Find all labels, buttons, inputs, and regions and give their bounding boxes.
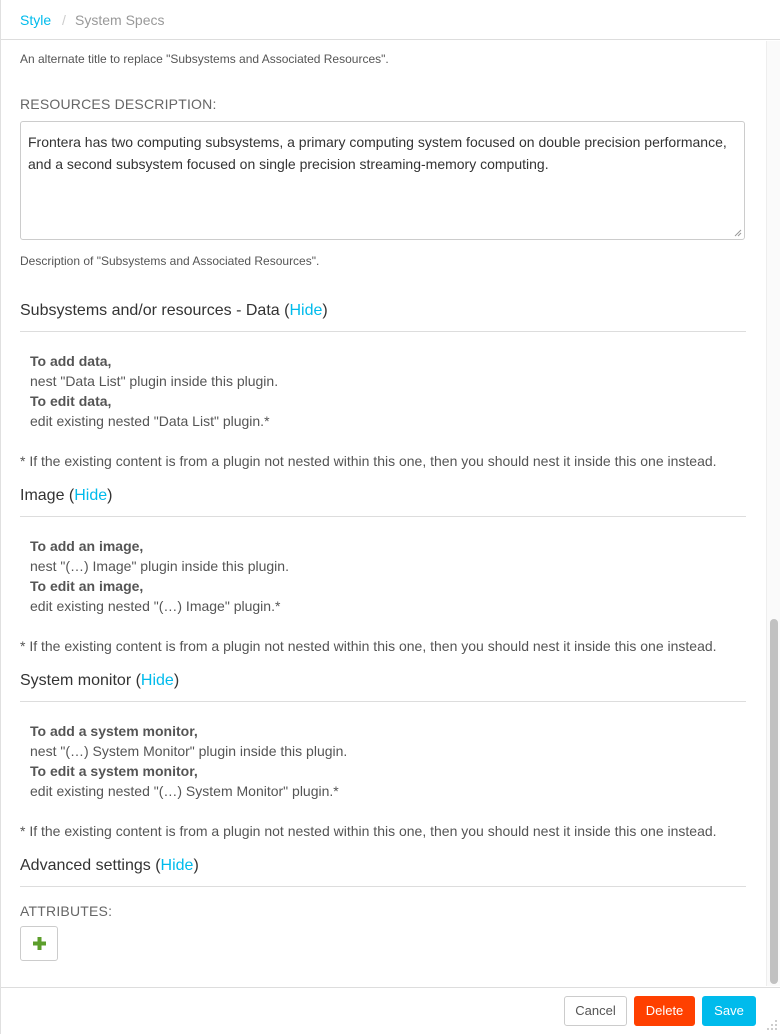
resources-description-label: RESOURCES DESCRIPTION: (20, 96, 217, 112)
data-add-text: nest "Data List" plugin inside this plugin. (30, 373, 279, 389)
resources-description-textarea[interactable] (20, 121, 745, 240)
section-heading-data: Subsystems and/or resources - Data (Hide) (20, 302, 746, 332)
resize-grip-icon[interactable] (734, 229, 742, 237)
hide-image-link[interactable]: Hide (74, 487, 108, 504)
section-heading-image: Image (Hide) (20, 487, 746, 517)
monitor-add-title: To add a system monitor, (30, 723, 198, 739)
title-help-text: An alternate title to replace "Subsystems and Associated Resources". (20, 52, 389, 66)
section-title-image: Image (20, 487, 65, 504)
form-content (1, 41, 766, 986)
section-title-advanced: Advanced settings (20, 857, 151, 874)
breadcrumb-current: System Specs (75, 12, 165, 28)
monitor-edit-text: edit existing nested "(…) System Monitor" plugin.* (30, 783, 339, 799)
attributes-label: ATTRIBUTES: (20, 903, 113, 919)
data-edit-title: To edit data, (30, 393, 112, 409)
resources-description-help: Description of "Subsystems and Associated Resources". (20, 254, 320, 268)
plus-icon (33, 937, 46, 950)
data-note: * If the existing content is from a plugin not nested within this one, then you should nest it inside this one instead. (20, 453, 717, 469)
hide-advanced-link[interactable]: Hide (160, 857, 194, 874)
section-heading-advanced: Advanced settings (Hide) (20, 857, 746, 887)
cancel-button[interactable]: Cancel (564, 996, 627, 1026)
image-instructions (30, 536, 289, 616)
vertical-scrollbar[interactable] (766, 41, 780, 986)
section-title-monitor: System monitor (20, 672, 132, 689)
add-attribute-button[interactable] (20, 926, 58, 961)
monitor-edit-title: To edit a system monitor, (30, 763, 198, 779)
image-add-text: nest "(…) Image" plugin inside this plugin. (30, 558, 289, 574)
image-note: * If the existing content is from a plugin not nested within this one, then you should nest it inside this one instead. (20, 638, 717, 654)
monitor-add-text: nest "(…) System Monitor" plugin inside this plugin. (30, 743, 348, 759)
save-button[interactable]: Save (702, 996, 756, 1026)
hide-data-link[interactable]: Hide (289, 302, 323, 319)
section-title-data: Subsystems and/or resources - Data (20, 302, 280, 319)
data-add-title: To add data, (30, 353, 112, 369)
breadcrumb-style-link[interactable]: Style (20, 12, 52, 28)
window-resize-icon[interactable] (766, 1019, 778, 1031)
data-instructions (30, 351, 278, 431)
monitor-instructions (30, 721, 347, 801)
footer-bar (1, 987, 780, 1034)
resources-description-value: Frontera has two computing subsystems, a primary computing system focused on double precision performance, and a second subsystem focused on single precision streaming-memory computing. (28, 134, 727, 172)
scrollbar-thumb[interactable] (770, 619, 778, 984)
breadcrumb (1, 0, 780, 40)
monitor-note: * If the existing content is from a plugin not nested within this one, then you should nest it inside this one instead. (20, 823, 717, 839)
image-edit-title: To edit an image, (30, 578, 144, 594)
data-edit-text: edit existing nested "Data List" plugin.* (30, 413, 270, 429)
delete-button[interactable]: Delete (634, 996, 695, 1026)
image-add-title: To add an image, (30, 538, 144, 554)
section-heading-monitor: System monitor (Hide) (20, 672, 746, 702)
image-edit-text: edit existing nested "(…) Image" plugin.* (30, 598, 281, 614)
breadcrumb-separator: / (62, 12, 66, 28)
hide-monitor-link[interactable]: Hide (140, 672, 174, 689)
